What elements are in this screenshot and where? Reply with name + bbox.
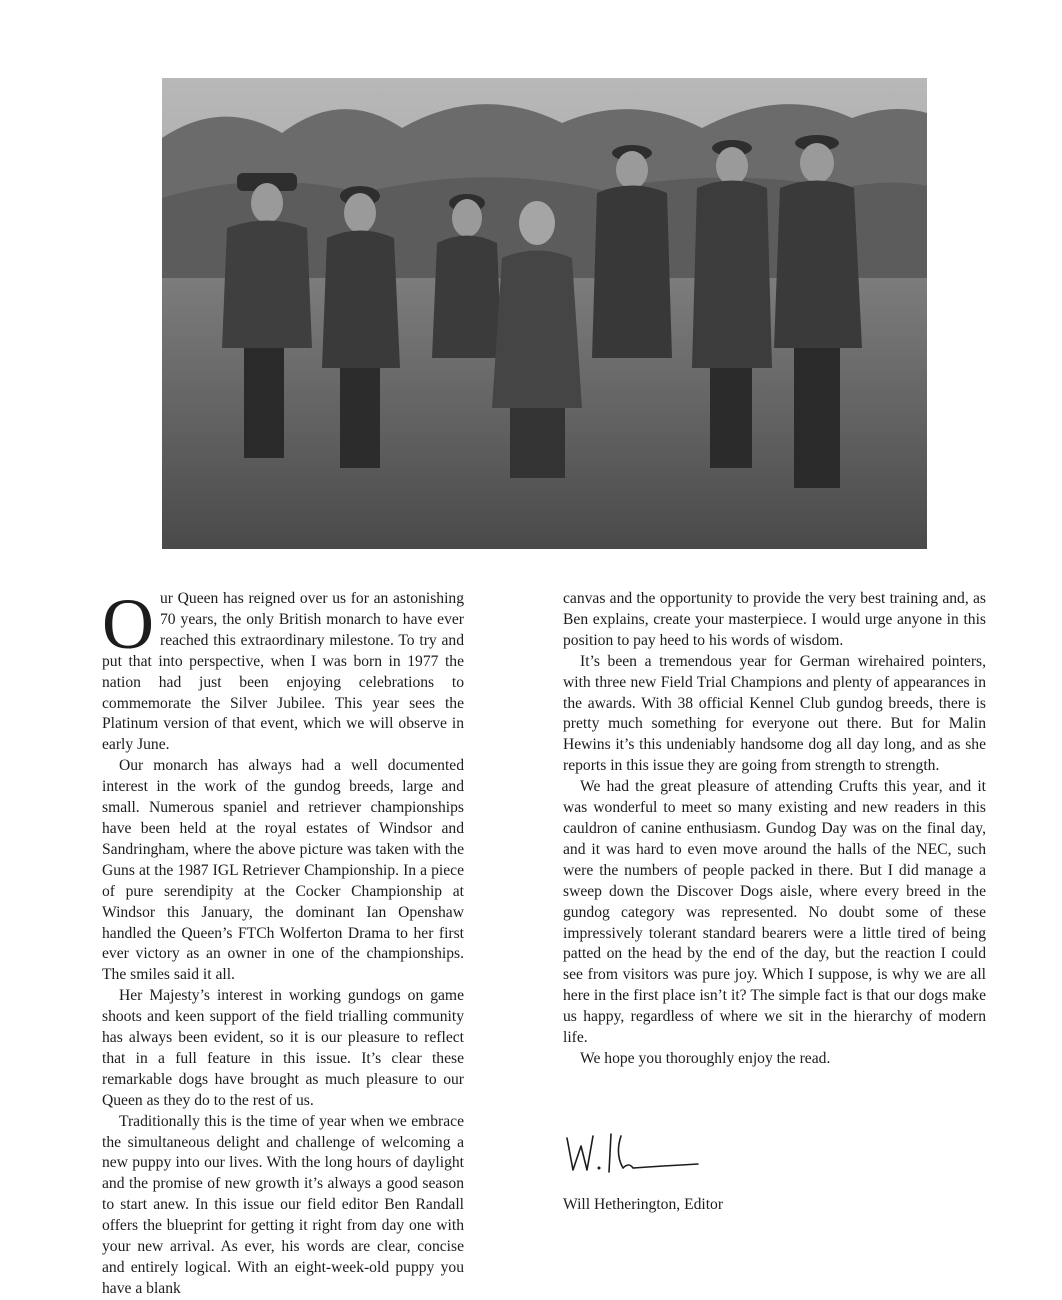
article-left-column [102, 584, 464, 1300]
paragraph-1 [102, 584, 464, 756]
paragraph-6: It’s been a tremendous year for German wirehaired pointers, with three new Field Trial Champions and plenty of appearances in the awards. With 38 official Kennel Club gundog breeds, there is pretty much something for everyone out there. But for Malin Hewins it’s this undeniably handsome dog all day long, and as she reports in this issue they are going from strength to strength. [563, 652, 986, 775]
paragraph-4: Traditionally this is the time of year when we embrace the simultaneous delight and challenge of welcoming a new puppy into our lives. With the long hours of daylight and the promise of new growth it’s always a good season to start anew. In this issue our field editor Ben Randall offers the blueprint for getting it right from day one with your new arrival. As ever, his words are clear, concise and entirely logical. With an eight-week-old puppy you have a blank [102, 1112, 464, 1297]
photo-image-icon [162, 78, 927, 549]
drop-cap: O [102, 584, 154, 664]
paragraph-3: Her Majesty’s interest in working gundogs on game shoots and keen support of the field trialling community has always been evident, so it is our pleasure to reflect that in a full feature in this issue. It’s clear these remarkable dogs have brought as much pleasure to our Queen as they do to the rest of us. [102, 987, 464, 1109]
page-title: WELCOME [446, 572, 643, 604]
paragraph-5: canvas and the opportunity to provide the very best training and, as Ben explains, create your masterpiece. I would urge anyone in this position to pay heed to his words of wisdom. [563, 590, 986, 649]
signature-icon [563, 1128, 723, 1178]
paragraph-1-text: ur Queen has reigned over us for an astonishing 70 years, the only British monarch to have ever reached this extraordinary milestone. To try and put that into perspective, when I was born in 1977 the nation had just been enjoying celebrations to commemorate the Silver Jubilee. This year sees the Platinum version of that event, which we will observe in early June. [102, 590, 464, 754]
paragraph-8: We hope you thoroughly enjoy the read. [580, 1049, 831, 1067]
signature-name: Will Hetherington, Editor [563, 1196, 724, 1213]
article-right-column [563, 589, 986, 1070]
paragraph-2: Our monarch has always had a well documented interest in the work of the gundog breeds, large and small. Numerous spaniel and retriever championships have been held at the royal estates of Windsor and Sandringham, where the above picture was taken with the Guns at the 1987 IGL Retriever Championship. In a piece of pure serendipity at the Cocker Championship at Windsor this January, the dominant Ian Openshaw handled the Queen’s FTCh Wolferton Drama to her first ever victory as an owner in one of the championships. The smiles said it all. [102, 757, 464, 984]
paragraph-7: We had the great pleasure of attending Crufts this year, and it was wonderful to meet so many existing and new readers in this cauldron of canine enthusiasm. Gundog Day was on the final day, and it was hard to even move around the halls of the NEC, such were the numbers of people packed in there. But I did manage a sweep down the Discover Dogs aisle, where every breed in the gundog category was represented. No doubt some of these impressively tolerant standard bearers were a little tired of being patted on the head by the end of the day, but the reaction I could see from visitors was pure joy. Which I suppose, is why we are all here in the first place isn’t it? The simple fact is that our dogs make us happy, regardless of where we sit in the hierarchy of modern life. [563, 778, 986, 1047]
header-photo [162, 78, 927, 604]
